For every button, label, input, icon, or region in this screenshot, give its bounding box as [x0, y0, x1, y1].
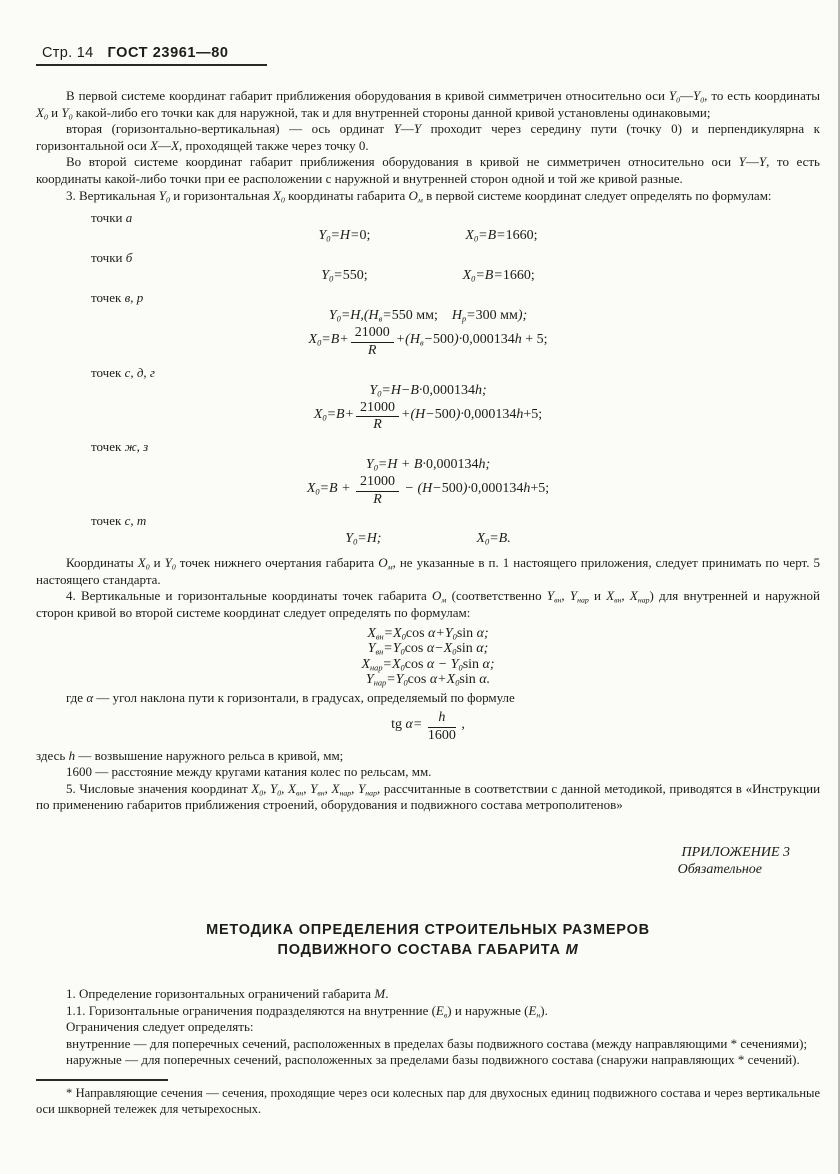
paragraph-item-5: 5. Числовые значения координат $X_0$, $Y_0$, $X_{вн}$, $Y_{вн}$, $X_{нар}$, $Y_{нар}$, рассчитанные в соответствии с данной методикой, приводятся в «Инструкции по применению габаритов приближения строений, оборудования и подвижного состава метрополитенов»	[36, 780, 821, 813]
formula-points-b	[36, 268, 820, 284]
appendix-title	[36, 920, 820, 960]
formula-y0-a: $Y_0=H=0$;	[318, 228, 371, 244]
points-sdg-label: точек с, д, г	[91, 364, 155, 380]
footnote-text: * Направляющие сечения — сечения, проходящие через оси колесных пар для двухосных единиц подвижного состава и через вертикальные оси шкворней тележек для четырехосных.	[36, 1085, 820, 1116]
paragraph-coord-system-1: В первой системе координат габарит приближения оборудования в кривой симметричен относительно оси $Y_0—Y_0$, то есть координаты $X_0$ и $Y_0$ какой-либо его точки как для наружной, так и для внутренней стороны данной кривой установлены одинаковыми;	[36, 88, 820, 121]
points-vr-label: точек в, р	[91, 290, 144, 306]
formula-x0-st: $X_0=B$.	[476, 531, 511, 547]
paragraph-coord-system-3: Во второй системе координат габарит приближения оборудования в кривой не симметричен относительно оси Y—Y, то есть координаты какой-либо точки при ее расположении с наружной и внутренней сторон одной и той же кривой разные.	[36, 154, 820, 186]
formula-points-st	[36, 531, 820, 547]
formula-x-vn: $X_{вн}=X_0\cos$ $\alpha+Y_0\sin$ α;	[367, 625, 489, 642]
appendix-type: Обязательное	[677, 862, 762, 877]
formula-x0-sdg: $X_0=B+$ $\frac{21000}{R}$ +(H−500)·0,000134h+5;	[313, 399, 543, 433]
points-a-label: точки а	[91, 210, 133, 226]
paragraph-coord-system-2: вторая (горизонтально-вертикальная) — ось ординат Y—Y проходит через середину пути (точку 0) и перпендикулярна к горизонтальной оси X—X, проходящей также через точку 0.	[36, 121, 820, 153]
formula-x0-a: $X_0=B=1660$;	[465, 228, 538, 244]
formula-x0-vr: $X_0=B+$ $\frac{21000}{R}$ $+(H_в-500)\cdot 0,000134h + 5$;	[308, 325, 548, 358]
formula-y0-sdg: $Y_0=H-B\cdot 0,000134h$;	[369, 382, 487, 399]
points-b-label: точки б	[91, 250, 133, 266]
points-st-label: точек с, т	[91, 513, 147, 529]
appendix-section	[36, 986, 820, 1069]
formula-x0-b: $X_0=B=1660$;	[462, 268, 535, 284]
formula-y0-zhz: $Y_0=H + B\cdot 0,000134h$;	[365, 456, 491, 473]
paragraph-appx-1-1: 1.1. Горизонтальные ограничения подразделяются на внутренние $(Е_в)$ и наружные $(Е_н)$.	[66, 1002, 548, 1019]
formula-y0-vr: $Y_0=H,(H_в=550$ мм; $H_р=300$ мм);	[328, 308, 528, 324]
paragraph-appx-define: Ограничения следует определять:	[66, 1019, 254, 1035]
formula-points-a	[36, 228, 820, 244]
formula-y0-st: $Y_0=H$;	[345, 531, 382, 547]
definition-1600: 1600 — расстояние между кругами катания колес по рельсам, мм.	[66, 764, 432, 780]
formula-y0-b: $Y_0=550$;	[321, 268, 368, 284]
paragraph-item-4: 4. Вертикальные и горизонтальные координаты точек габарита $О_м$ (соответственно $Y_{вн}$, $Y_{нар}$ и $X_{вн}$, $X_{нар}$) для внутренней и наружной сторон кривой во второй системе координат следует определять по формулам:	[36, 588, 821, 621]
appendix-title-line-1: МЕТОДИКА ОПРЕДЕЛЕНИЯ СТРОИТЕЛЬНЫХ РАЗМЕРОВ	[206, 922, 650, 938]
formula-x0-zhz: $X_0=B$ + $\frac{21000}{R}$ − (H−500)·0,000134h+5;	[306, 473, 550, 507]
paragraph-appx-1: 1. Определение горизонтальных ограничений габарита М.	[66, 986, 389, 1001]
appendix-title-line-2: ПОДВИЖНОГО СОСТАВА ГАБАРИТА М	[277, 942, 579, 958]
page-header	[36, 45, 267, 66]
formula-y-nar: $Y_{нар}=Y_0\cos$ $\alpha+X_0\sin$ α.	[365, 672, 491, 688]
definition-h: здесь h — возвышение наружного рельса в кривой, мм;	[36, 747, 344, 763]
doc-number: ГОСТ 23961—80	[107, 45, 229, 61]
paragraph-lower-outline: Координаты $X_0$ и $Y_0$ точек нижнего очертания габарита $О_м$, не указанные в п. 1 настоящего приложения, следует принимать по черт. 5 настоящего стандарта.	[36, 555, 821, 587]
paragraph-appx-external: наружные — для поперечных сечений, расположенных за пределами базы подвижного состава (снаружи направляющих * сечений).	[66, 1052, 800, 1068]
page-number: Стр. 14	[42, 45, 94, 61]
points-zhz-label: точек ж, з	[91, 438, 149, 454]
formula-x-nar: $X_{нар}=X_0\cos$ $\alpha - Y_0\sin$ α;	[361, 656, 495, 673]
trig-formula-block	[36, 626, 820, 688]
appendix-number: ПРИЛОЖЕНИЕ 3	[681, 845, 790, 860]
formula-y-vn: $Y_{вн}=Y_0\cos$ $\alpha-X_0\sin$ α;	[367, 641, 489, 657]
footnote-divider	[36, 1079, 168, 1081]
formula-tg-alpha: tg α= $\frac{h}{1600}$ ,	[391, 710, 465, 743]
paragraph-alpha-definition: где α — угол наклона пути к горизонтали, в градусах, определяемый по формуле	[66, 689, 515, 705]
appendix-label-block	[36, 844, 790, 878]
paragraph-appx-internal: внутренние — для поперечных сечений, расположенных в пределах базы подвижного состава (между направляющими * сечениями);	[66, 1035, 808, 1051]
paragraph-item-3: 3. Вертикальная $Y_0$ и горизонтальная $X_0$ координаты габарита $О_м$ в первой системе координат следует определять по формулам:	[66, 187, 772, 204]
